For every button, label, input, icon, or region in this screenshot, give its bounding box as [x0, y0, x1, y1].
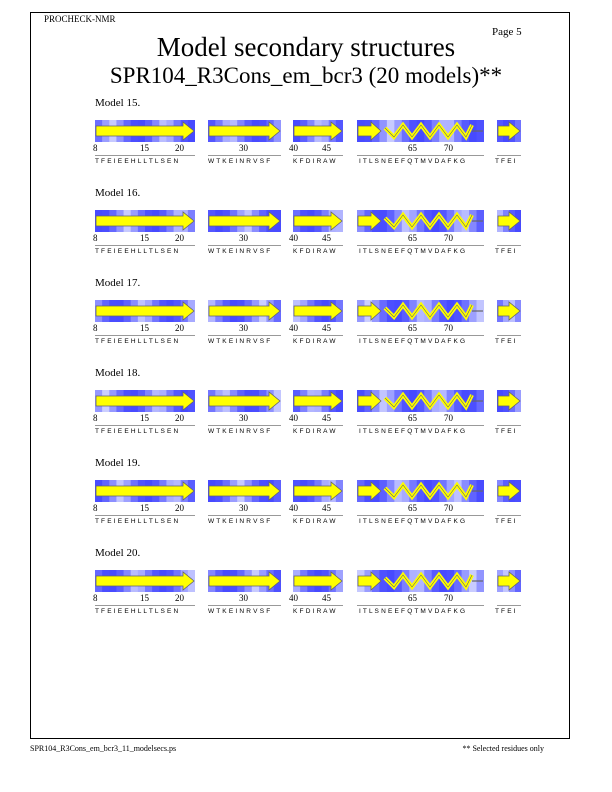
residue-number: 8	[93, 503, 98, 513]
residue-number: 20	[175, 413, 184, 423]
sequence-rule	[95, 155, 195, 156]
residue-number: 40	[289, 233, 298, 243]
residue-number: 15	[140, 503, 149, 513]
residue-sequence: K F D I R A W	[293, 338, 336, 345]
program-name: PROCHECK-NMR	[44, 14, 116, 24]
residue-number: 70	[444, 323, 453, 333]
secondary-structure-strip	[208, 390, 281, 412]
sequence-rule	[208, 515, 281, 516]
residue-number: 15	[140, 143, 149, 153]
sequence-rule	[497, 515, 521, 516]
residue-number: 40	[289, 593, 298, 603]
secondary-structure-strip	[357, 210, 484, 232]
sequence-rule	[208, 155, 281, 156]
footer-filename: SPR104_R3Cons_em_bcr3_11_modelsecs.ps	[30, 744, 177, 753]
residue-number: 8	[93, 323, 98, 333]
residue-number: 30	[239, 593, 248, 603]
footer-note: ** Selected residues only	[462, 744, 544, 753]
residue-sequence: I T L S N E E F Q T M V D A F K G	[359, 428, 466, 435]
model-label: Model 18.	[95, 367, 141, 379]
residue-number: 65	[408, 143, 417, 153]
residue-number: 30	[239, 413, 248, 423]
residue-number: 8	[93, 233, 98, 243]
residue-sequence: T F E I	[495, 158, 516, 165]
residue-number: 30	[239, 233, 248, 243]
sequence-rule	[293, 605, 343, 606]
residue-number: 45	[322, 323, 331, 333]
residue-sequence: W T K E I N R V S F	[208, 248, 271, 255]
residue-number: 30	[239, 323, 248, 333]
secondary-structure-strip	[497, 480, 521, 502]
residue-sequence: I T L S N E E F Q T M V D A F K G	[359, 158, 466, 165]
secondary-structure-strip	[95, 390, 195, 412]
model-label: Model 16.	[95, 187, 141, 199]
sequence-rule	[357, 155, 484, 156]
residue-number: 45	[322, 503, 331, 513]
residue-number: 8	[93, 143, 98, 153]
residue-number: 20	[175, 143, 184, 153]
sequence-rule	[293, 245, 343, 246]
residue-number: 45	[322, 143, 331, 153]
residue-number: 15	[140, 413, 149, 423]
secondary-structure-strip	[293, 210, 343, 232]
residue-number: 65	[408, 413, 417, 423]
secondary-structure-strip	[208, 300, 281, 322]
residue-number: 8	[93, 413, 98, 423]
residue-sequence: T F E I	[495, 248, 516, 255]
residue-sequence: T F E I	[495, 518, 516, 525]
residue-sequence: W T K E I N R V S F	[208, 338, 271, 345]
sequence-rule	[208, 245, 281, 246]
sequence-rule	[293, 425, 343, 426]
residue-number: 70	[444, 233, 453, 243]
secondary-structure-strip	[208, 120, 281, 142]
residue-sequence: I T L S N E E F Q T M V D A F K G	[359, 518, 466, 525]
residue-number: 8	[93, 593, 98, 603]
sequence-rule	[293, 335, 343, 336]
sequence-rule	[95, 335, 195, 336]
sequence-rule	[497, 245, 521, 246]
secondary-structure-strip	[497, 300, 521, 322]
sequence-rule	[208, 335, 281, 336]
secondary-structure-strip	[357, 390, 484, 412]
residue-sequence: T F E I	[495, 608, 516, 615]
residue-sequence: I T L S N E E F Q T M V D A F K G	[359, 608, 466, 615]
secondary-structure-strip	[357, 570, 484, 592]
sequence-rule	[497, 425, 521, 426]
residue-number: 30	[239, 503, 248, 513]
residue-sequence: T F E I E E H L L T L S E N	[95, 158, 179, 165]
residue-number: 20	[175, 323, 184, 333]
residue-sequence: W T K E I N R V S F	[208, 158, 271, 165]
sequence-rule	[293, 515, 343, 516]
residue-sequence: T F E I E E H L L T L S E N	[95, 248, 179, 255]
sequence-rule	[208, 425, 281, 426]
residue-sequence: K F D I R A W	[293, 428, 336, 435]
secondary-structure-strip	[497, 570, 521, 592]
secondary-structure-strip	[497, 210, 521, 232]
residue-number: 15	[140, 323, 149, 333]
residue-number: 70	[444, 413, 453, 423]
page-title: Model secondary structures	[156, 32, 456, 62]
secondary-structure-strip	[497, 120, 521, 142]
residue-sequence: K F D I R A W	[293, 248, 336, 255]
secondary-structure-strip	[95, 120, 195, 142]
secondary-structure-strip	[208, 210, 281, 232]
residue-sequence: W T K E I N R V S F	[208, 608, 271, 615]
residue-number: 30	[239, 143, 248, 153]
secondary-structure-strip	[208, 480, 281, 502]
model-label: Model 17.	[95, 277, 141, 289]
secondary-structure-strip	[208, 570, 281, 592]
page-subtitle: SPR104_R3Cons_em_bcr3 (20 models)**	[109, 63, 503, 88]
residue-sequence: W T K E I N R V S F	[208, 428, 271, 435]
secondary-structure-strip	[95, 210, 195, 232]
sequence-rule	[357, 245, 484, 246]
secondary-structure-strip	[293, 120, 343, 142]
residue-number: 45	[322, 593, 331, 603]
model-label: Model 15.	[95, 97, 141, 109]
residue-number: 40	[289, 323, 298, 333]
page-number: Page 5	[492, 26, 522, 38]
residue-number: 70	[444, 503, 453, 513]
residue-sequence: T F E I	[495, 428, 516, 435]
residue-sequence: T F E I	[495, 338, 516, 345]
residue-number: 45	[322, 233, 331, 243]
residue-sequence: T F E I E E H L L T L S E N	[95, 608, 179, 615]
residue-sequence: K F D I R A W	[293, 518, 336, 525]
secondary-structure-strip	[293, 480, 343, 502]
model-label: Model 19.	[95, 457, 141, 469]
residue-sequence: T F E I E E H L L T L S E N	[95, 428, 179, 435]
residue-number: 70	[444, 143, 453, 153]
residue-sequence: K F D I R A W	[293, 158, 336, 165]
residue-number: 65	[408, 503, 417, 513]
residue-sequence: T F E I E E H L L T L S E N	[95, 518, 179, 525]
sequence-rule	[95, 425, 195, 426]
sequence-rule	[208, 605, 281, 606]
residue-number: 40	[289, 503, 298, 513]
sequence-rule	[357, 515, 484, 516]
sequence-rule	[95, 515, 195, 516]
secondary-structure-strip	[293, 570, 343, 592]
residue-number: 15	[140, 233, 149, 243]
sequence-rule	[95, 245, 195, 246]
model-label: Model 20.	[95, 547, 141, 559]
sequence-rule	[357, 425, 484, 426]
residue-sequence: T F E I E E H L L T L S E N	[95, 338, 179, 345]
residue-number: 40	[289, 143, 298, 153]
sequence-rule	[293, 155, 343, 156]
residue-sequence: W T K E I N R V S F	[208, 518, 271, 525]
residue-number: 20	[175, 503, 184, 513]
secondary-structure-strip	[357, 300, 484, 322]
sequence-rule	[95, 605, 195, 606]
secondary-structure-strip	[357, 120, 484, 142]
residue-number: 70	[444, 593, 453, 603]
residue-number: 20	[175, 233, 184, 243]
residue-number: 45	[322, 413, 331, 423]
residue-sequence: I T L S N E E F Q T M V D A F K G	[359, 248, 466, 255]
secondary-structure-strip	[95, 300, 195, 322]
residue-number: 20	[175, 593, 184, 603]
sequence-rule	[357, 335, 484, 336]
secondary-structure-strip	[497, 390, 521, 412]
residue-sequence: K F D I R A W	[293, 608, 336, 615]
secondary-structure-strip	[95, 570, 195, 592]
residue-number: 65	[408, 593, 417, 603]
secondary-structure-strip	[293, 390, 343, 412]
sequence-rule	[497, 605, 521, 606]
secondary-structure-strip	[357, 480, 484, 502]
residue-sequence: I T L S N E E F Q T M V D A F K G	[359, 338, 466, 345]
sequence-rule	[357, 605, 484, 606]
residue-number: 65	[408, 323, 417, 333]
residue-number: 15	[140, 593, 149, 603]
sequence-rule	[497, 335, 521, 336]
sequence-rule	[497, 155, 521, 156]
residue-number: 65	[408, 233, 417, 243]
secondary-structure-strip	[95, 480, 195, 502]
residue-number: 40	[289, 413, 298, 423]
secondary-structure-strip	[293, 300, 343, 322]
